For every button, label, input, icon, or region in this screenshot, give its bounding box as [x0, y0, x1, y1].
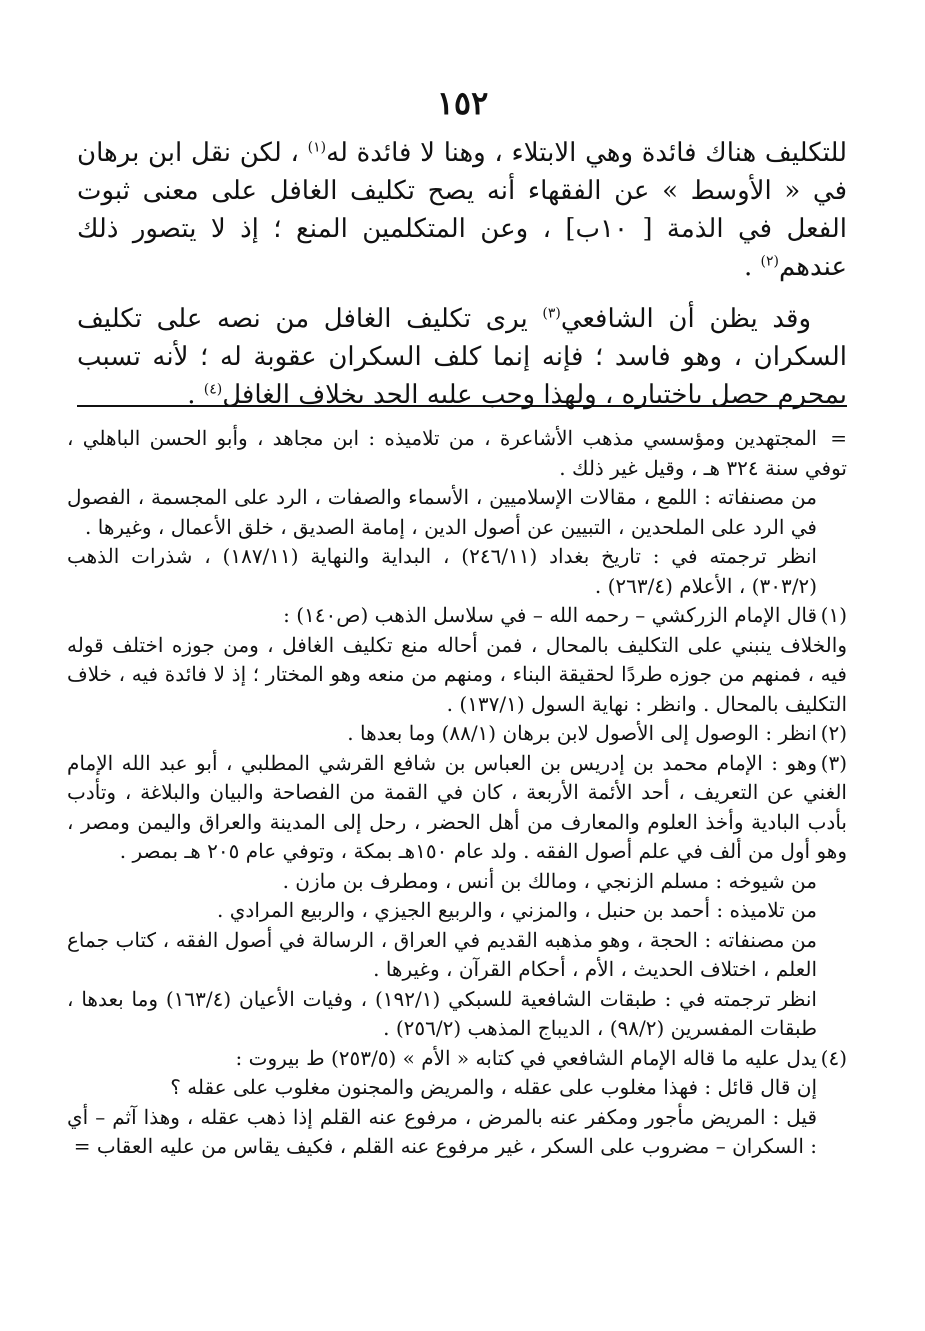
continuation-marker: = [830, 426, 847, 450]
footnote-line: من مصنفاته : اللمع ، مقالات الإسلاميين ، الأسماء والصفات ، الرد على المجسمة ، الفصول في الرد على الملحدين ، التبيين عن أصول الدين ، إمامة الصديق ، خلق الأعمال ، وغيرها . [67, 485, 817, 539]
body-text-segment: يرى تكليف الغافل من نصه على تكليف السكران ، وهو فاسد ؛ فإنه إنما كلف السكران عقوبة له ؛ لأنه تسبب بمحرم حصل باختياره ، ولهذا وجب عليه الحد بخلاف الغافل [77, 304, 847, 410]
footnote-line: من مصنفاته : الحجة ، وهو مذهبه القديم في العراق ، الرسالة في أصول الفقه ، كتاب جماع العلم ، اختلاف الحديث ، الأم ، أحكام القرآن ، وغيرها . [67, 927, 817, 981]
body-text-segment: وقد يظن أن الشافعي [560, 304, 812, 334]
footnote-line: من تلاميذه : أحمد بن حنبل ، والمزني ، والربيع الجيزي ، والربيع المرادي . [217, 898, 817, 922]
body-paragraph-1 [77, 134, 847, 286]
footnote-line: انظر ترجمته في : تاريخ بغداد (٢٤٦/١١) ، البداية والنهاية (١٨٧/١١) ، شذرات الذهب (٣٠٣/٢) ، الأعلام (٢٦٣/٤) . [67, 544, 817, 598]
footnote-line [67, 1103, 847, 1162]
body-text-segment: للتكليف هناك فائدة وهي الابتلاء ، وهنا لا فائدة له [326, 138, 847, 168]
main-text [77, 134, 847, 414]
footnote-line: انظر ترجمته في : طبقات الشافعية للسبكي (١٩٢/١) ، وفيات الأعيان (١٦٣/٤) وما بعدها ، طبقات المفسرين (٩٨/٢) ، الديباج المذهب (٢٥٦/٢) . [67, 986, 817, 1040]
footnote-3 [67, 749, 847, 867]
body-text-segment: ، لكن نقل ابن برهان في « الأوسط » عن الفقهاء أنه يصح تكليف الغافل على معنى ثبوت الفعل في الذمة [ ١٠ب] ، وعن المتكلمين المنع ؛ إذ لا يتصور ذلك عندهم [77, 138, 847, 282]
footnote-number: (٣) [820, 750, 847, 775]
footnote-text: المجتهدين ومؤسسي مذهب الأشاعرة ، من تلاميذه : ابن مجاهد ، وأبو الحسن الباهلي ، توفي سنة ٣٢٤ هـ ، وقيل غير ذلك . [67, 426, 847, 480]
footnote-line: والخلاف ينبني على التكليف بالمحال ، فمن أحاله منع تكليف الغافل ، ومن جوزه اختلف قوله فيه ، فمنهم من جوزه طردًا لحقيقة البناء ، ومنهم من منعه وهو المختار ؛ إذ لا فائدة فيه ، خلاف التكليف بالمحال . وانظر : نهاية السول (١٣٧/١) . [67, 632, 847, 716]
footnote-ref-1[interactable]: (١) [307, 139, 327, 156]
footnotes-section [67, 424, 847, 1162]
footnote-text: قال الإمام الزركشي – رحمه الله – في سلاسل الذهب (ص١٤٠) : [283, 603, 817, 627]
footnote-line: من شيوخه : مسلم الزنجي ، ومالك بن أنس ، ومطرف بن مازن . [282, 868, 817, 893]
footnote-text: انظر : الوصول إلى الأصول لابن برهان (٨٨/١) وما بعدها . [347, 721, 817, 745]
footnote-ref-4[interactable]: (٤) [203, 381, 223, 398]
footnote-1 [67, 601, 847, 631]
footnote-text: وهو : الإمام محمد بن إدريس بن العباس بن شافع القرشي المطلبي ، أبو عبد الله الإمام الغني عن التعريف ، أحد الأئمة الأربعة ، كان في القمة من الفصاحة والبيان والبلاغة ، وتأدب بأدب البادية وأخذ العلوم والمعارف من أهل الحضر ، رحل إلى المدينة والعراق واليمن ومصر ، وهو أول من ألف في علم أصول الفقه . ولد عام ١٥٠هـ بمكة ، وتوفي عام ٢٠٥ هـ بمصر . [67, 750, 847, 863]
footnote-text: قيل : المريض مأجور ومكفر عنه بالمرض ، مرفوع عنه القلم إذا ذهب عقله ، وهذا آثم – أي : السكران – مضروب على السكر ، غير مرفوع عنه القلم ، فكيف يقاس من عليه العقاب [67, 1104, 817, 1158]
footnote-2 [67, 719, 847, 749]
body-text-segment: . [187, 380, 204, 410]
footnote-continuation [67, 424, 847, 483]
body-text-segment: . [743, 252, 761, 282]
footnote-number: (٤) [820, 1045, 847, 1070]
page-number: ١٥٢ [436, 84, 489, 122]
footnote-number: (١) [820, 603, 847, 627]
body-paragraph-2 [77, 300, 847, 414]
footnote-number: (٢) [820, 721, 847, 745]
footnote-4 [67, 1044, 847, 1074]
continuation-marker: = [73, 1134, 91, 1158]
footnote-ref-2[interactable]: (٢) [760, 253, 779, 270]
footnote-ref-3[interactable]: (٣) [542, 305, 561, 322]
footnote-line: إن قال قائل : فهذا مغلوب على عقله ، والمريض والمجنون مغلوب على عقله ؟ [170, 1075, 817, 1099]
footnote-text: يدل عليه ما قاله الإمام الشافعي في كتابه « الأم » (٢٥٣/٥) ط بيروت : [235, 1045, 817, 1070]
footnote-separator [77, 405, 847, 407]
